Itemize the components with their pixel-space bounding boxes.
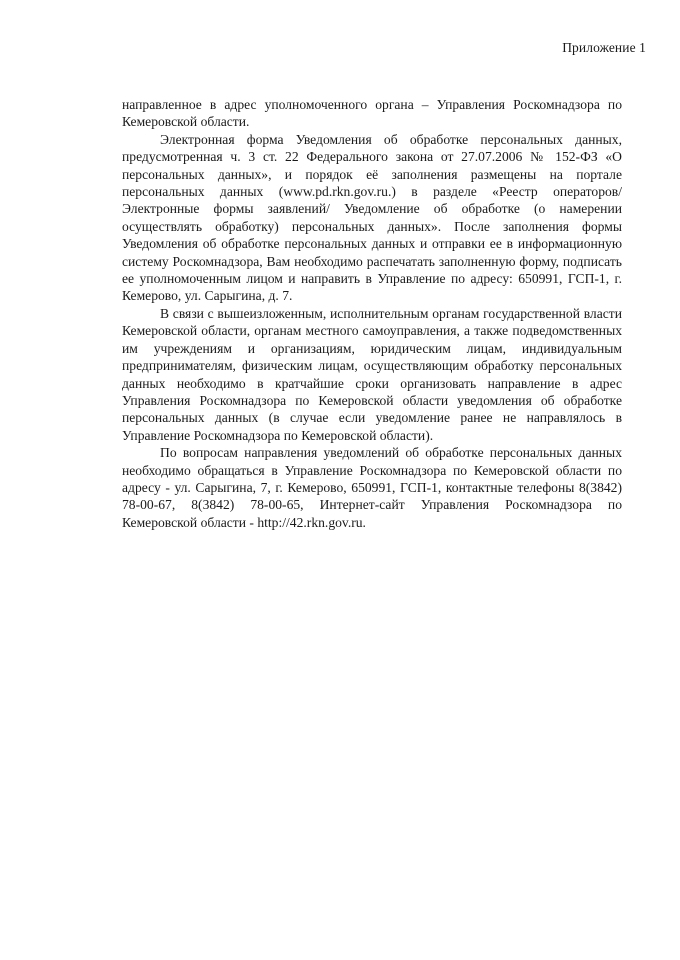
appendix-label: Приложение 1: [562, 40, 646, 55]
paragraph-notification-requirement: В связи с вышеизложенным, исполнительным органам государственной власти Кемеровской области, органам местного самоуправления, а также подведомственных им учреждениям и организациям, юридическим лицам, индивидуальным предпринимателям, физическим лицам, осуществляющим обработку персональных данных необходимо в кратчайшие сроки организовать направление в адрес Управления Роскомнадзора по Кемеровской области уведомления об обработке персональных данных (в случае если уведомление ранее не направлялось в Управление Роскомнадзора по Кемеровской области).: [122, 305, 622, 443]
paragraph-electronic-form: Электронная форма Уведомления об обработке персональных данных, предусмотренная ч. 3 ст. 22 Федерального закона от 27.07.2006 № 152-ФЗ «О персональных данных», и порядок её заполнения размещены на портале персональных данных (www.pd.rkn.gov.ru.) в разделе «Реестр операторов/ Электронные формы заявлений/ Уведомление об обработке (о намерении осуществлять обработку) персональных данных». После заполнения формы Уведомления об обработке персональных данных и отправки ее в информационную систему Роскомнадзора, Вам необходимо распечатать заполненную форму, подписать ее уполномоченным лицом и направить в Управление по адресу: 650991, ГСП-1, г. Кемерово, ул. Сарыгина, д. 7.: [122, 131, 622, 304]
document-body: [122, 96, 622, 531]
paragraph-contacts: По вопросам направления уведомлений об обработке персональных данных необходимо обращаться в Управление Роскомнадзора по Кемеровской области по адресу - ул. Сарыгина, 7, г. Кемерово, 650991, ГСП-1, контактные телефоны 8(3842) 78-00-67, 8(3842) 78-00-65, Интернет-сайт Управления Роскомнадзора по Кемеровской области - http://42.rkn.gov.ru.: [122, 445, 622, 530]
paragraph-continuation: направленное в адрес уполномоченного органа – Управления Роскомнадзора по Кемеровской области.: [122, 97, 622, 130]
